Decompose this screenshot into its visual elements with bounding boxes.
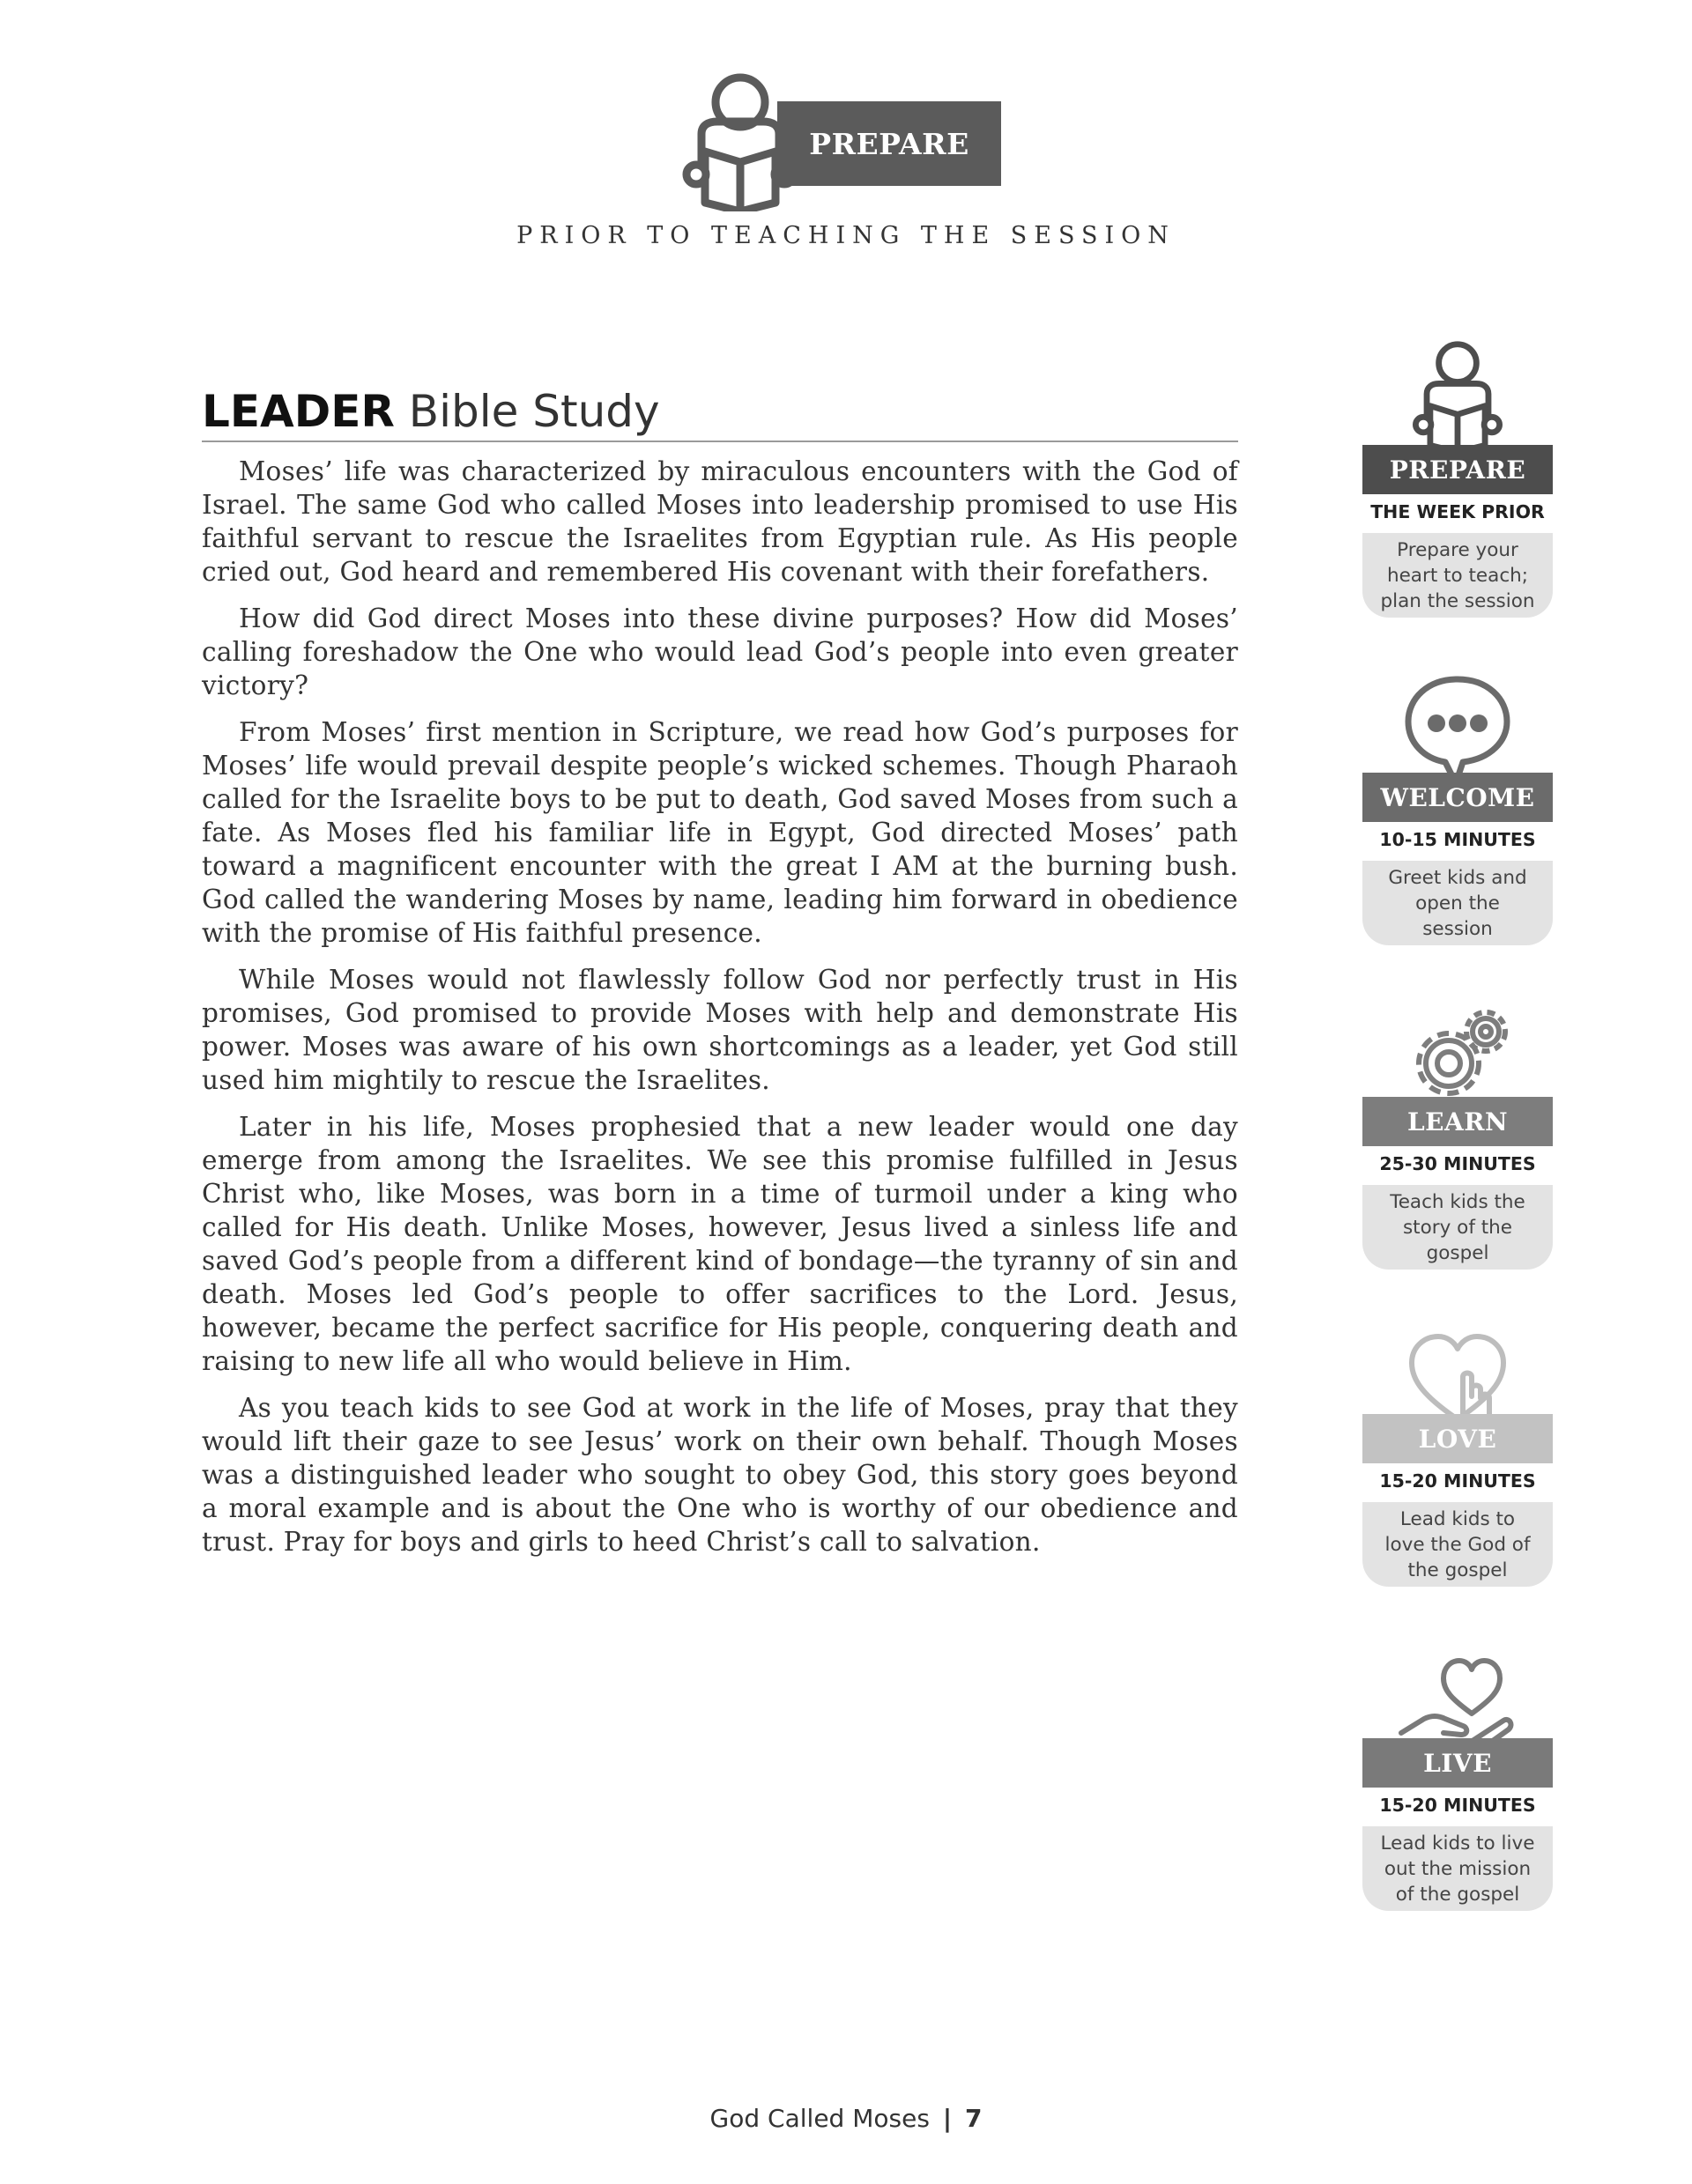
step-time: THE WEEK PRIOR <box>1370 501 1545 522</box>
step-description: Lead kids to live out the mission of the gospel <box>1362 1826 1553 1911</box>
study-body <box>202 455 1238 1572</box>
step-time: 15-20 MINUTES <box>1379 1470 1536 1492</box>
footer-title: God Called Moses <box>709 2104 930 2133</box>
paragraph: From Moses’ first mention in Scripture, we read how God’s purposes for Moses’ life would prevail despite people’s wicked schemes. Though Pharaoh called for the Israelite boys to be put to death, God saved Moses from such a fate. As Moses fled his familiar life in Egypt, God directed Moses’ path toward a magnificent encounter with the great I AM at the burning bush. God called the wandering Moses by name, leading him forward in obedience with the promise of His faithful presence. <box>202 717 1238 948</box>
step-time: 10-15 MINUTES <box>1379 829 1536 850</box>
step-description: Greet kids and open the session <box>1362 861 1553 945</box>
paragraph: Later in his life, Moses prophesied that a new leader would one day emerge from among the Israelites. We see this promise fulfilled in Jesus Christ who, like Moses, was born in a time of turmoil under a king who called for His death. Unlike Moses, however, Jesus lived a sinless life and saved God’s people from a different kind of bondage—the tyranny of sin and death. Moses led God’s people to offer sacrifices to the Lord. Jesus, however, became the perfect sacrifice for His people, conquering death and raising to new life all who would believe in Him. <box>202 1112 1238 1376</box>
heading-light: Bible Study <box>408 386 660 437</box>
step-time: 15-20 MINUTES <box>1379 1795 1536 1816</box>
paragraph: While Moses would not flawlessly follow God nor perfectly trust in His promises, God promised to provide Moses with help and demonstrate His power. Moses was aware of his own shortcomings as a leader, yet God still used him mightily to rescue the Israelites. <box>202 965 1238 1095</box>
step-label: LOVE <box>1362 1414 1553 1463</box>
step-time: 25-30 MINUTES <box>1379 1153 1536 1174</box>
page-number: 7 <box>964 2104 983 2133</box>
footer-separator: | <box>942 2104 953 2133</box>
page-footer <box>0 2104 1692 2133</box>
step-label: LEARN <box>1362 1097 1553 1146</box>
paragraph: Moses’ life was characterized by miraculous encounters with the God of Israel. The same God who called Moses into leadership promised to use His faithful servant to rescue the Israelites from Egyptian rule. As His people cried out, God heard and remembered His covenant with their forefathers. <box>202 456 1238 587</box>
step-label: WELCOME <box>1362 773 1553 822</box>
step-label: PREPARE <box>1362 445 1553 494</box>
step-description: Lead kids to love the God of the gospel <box>1362 1502 1553 1587</box>
header-subtitle: PRIOR TO TEACHING THE SESSION <box>516 222 1176 249</box>
step-description: Teach kids the story of the gospel <box>1362 1185 1553 1270</box>
speech-bubble-icon <box>1398 672 1518 787</box>
step-description: Prepare your heart to teach; plan the session <box>1362 533 1553 618</box>
section-heading <box>202 384 1238 442</box>
reader-icon <box>1398 339 1518 454</box>
paragraph: How did God direct Moses into these divine purposes? How did Moses’ calling foreshadow the One who would lead God’s people into even greater victory? <box>202 603 1238 700</box>
paragraph: As you teach kids to see God at work in the life of Moses, pray that they would lift their gaze to see Jesus’ work on their own behalf. Though Moses was a distinguished leader who sought to obey God, this story goes beyond a moral example and is about the One who is worthy of our obedience and trust. Pray for boys and girls to heed Christ’s call to salvation. <box>202 1393 1238 1557</box>
prepare-tab: PREPARE <box>777 101 1001 186</box>
heading-bold: LEADER <box>202 386 395 437</box>
step-label: LIVE <box>1362 1738 1553 1788</box>
